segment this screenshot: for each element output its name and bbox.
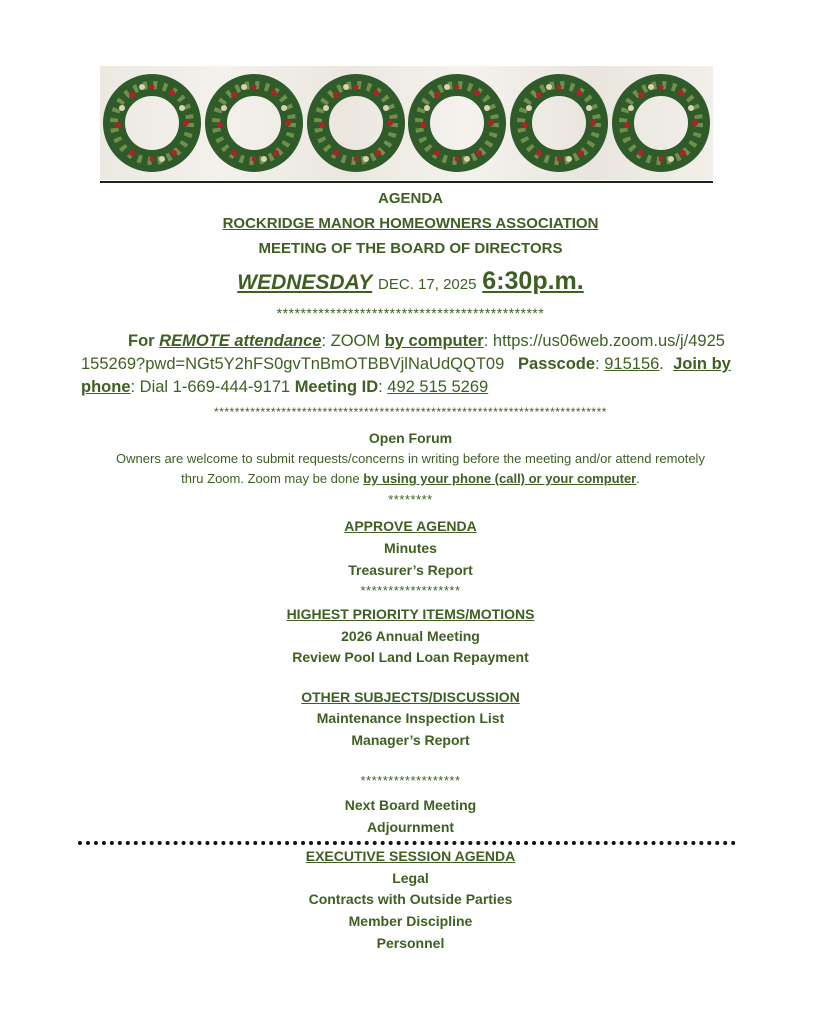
star-divider-medium: ****************** [360, 583, 461, 598]
wreath-image [204, 73, 304, 173]
star-divider: ********************************************* [276, 305, 545, 321]
agenda-heading: AGENDA [377, 190, 443, 207]
phone-or-computer-link: by using your phone (call) or your computer [363, 471, 637, 486]
remote-attendance-info: For REMOTE attendance: ZOOM by computer: https://us06web.zoom.us/j/4925155269?pwd=NGt5Y2hFS0gvTnBmOTBBVjlNaUdQQT09 Passcode: 915156. Join by phone: Dial 1-669-444-9171 Meeting ID: 492 515 5269 [81, 332, 731, 396]
meeting-time: 6:30p.m. [482, 267, 584, 295]
wreath-image [102, 73, 202, 173]
other-subjects-heading: OTHER SUBJECTS/DISCUSSION [301, 689, 520, 705]
agenda-item-annual-meeting: 2026 Annual Meeting [341, 628, 480, 644]
remote-for: For [128, 332, 160, 350]
meeting-date: DEC. 17, 2025 [378, 276, 477, 293]
exec-item-contracts: Contracts with Outside Parties [308, 891, 513, 907]
star-divider-medium: ****************** [360, 773, 461, 788]
star-divider-long: **************************************************************************** [214, 405, 607, 419]
wreath-image [509, 73, 609, 173]
meeting-id-label: Meeting ID [294, 378, 379, 396]
meeting-weekday: WEDNESDAY [237, 271, 373, 294]
star-divider-tiny: ******** [388, 492, 433, 507]
zoom-label: : ZOOM [321, 332, 385, 350]
join-by-phone-label: Join by phone [81, 355, 731, 396]
by-computer-label: by computer [384, 332, 484, 350]
agenda-item-maintenance: Maintenance Inspection List [316, 710, 505, 726]
zoom-url-link[interactable]: : https://us06web.zoom.us/j/4925155269?pwd=NGt5Y2hFS0gvTnBmOTBBVjlNaUdQQT09 [81, 332, 725, 373]
open-forum-line2-post: . [636, 471, 640, 486]
dial-number: : Dial 1-669-444-9171 [130, 378, 295, 396]
open-forum-text-line1: Owners are welcome to submit requests/concerns in writing before the meeting and/or attend remotely [116, 451, 705, 466]
agenda-item-next-meeting: Next Board Meeting [344, 797, 477, 813]
association-name: ROCKRIDGE MANOR HOMEOWNERS ASSOCIATION [222, 215, 599, 232]
open-forum-title: Open Forum [368, 430, 453, 446]
meeting-title: MEETING OF THE BOARD OF DIRECTORS [258, 240, 563, 257]
meeting-id-value: 492 515 5269 [387, 378, 489, 396]
wreath-image [306, 73, 406, 173]
wreath-banner [100, 66, 713, 180]
highest-priority-heading: HIGHEST PRIORITY ITEMS/MOTIONS [286, 606, 535, 622]
agenda-item-minutes: Minutes [384, 540, 437, 556]
exec-item-discipline: Member Discipline [348, 913, 473, 929]
agenda-item-adjournment: Adjournment [366, 819, 455, 835]
exec-item-legal: Legal [392, 870, 429, 886]
section-divider-dotted [78, 841, 736, 845]
open-forum-line2-pre: thru Zoom. Zoom may be done [181, 471, 364, 486]
agenda-item-treasurer: Treasurer’s Report [348, 562, 473, 578]
header-divider [100, 181, 713, 183]
passcode-label: Passcode [518, 355, 596, 373]
passcode-value: 915156 [604, 355, 660, 373]
meeting-datetime [0, 267, 821, 296]
open-forum-text-line2 [0, 471, 821, 486]
agenda-item-manager-report: Manager’s Report [351, 732, 470, 748]
wreath-image [611, 73, 711, 173]
exec-item-personnel: Personnel [376, 935, 445, 951]
approve-agenda-heading: APPROVE AGENDA [344, 518, 477, 534]
agenda-item-pool-loan: Review Pool Land Loan Repayment [292, 649, 529, 665]
executive-session-heading: EXECUTIVE SESSION AGENDA [305, 848, 516, 864]
remote-attendance-label: REMOTE attendance [159, 332, 322, 350]
wreath-image [407, 73, 507, 173]
